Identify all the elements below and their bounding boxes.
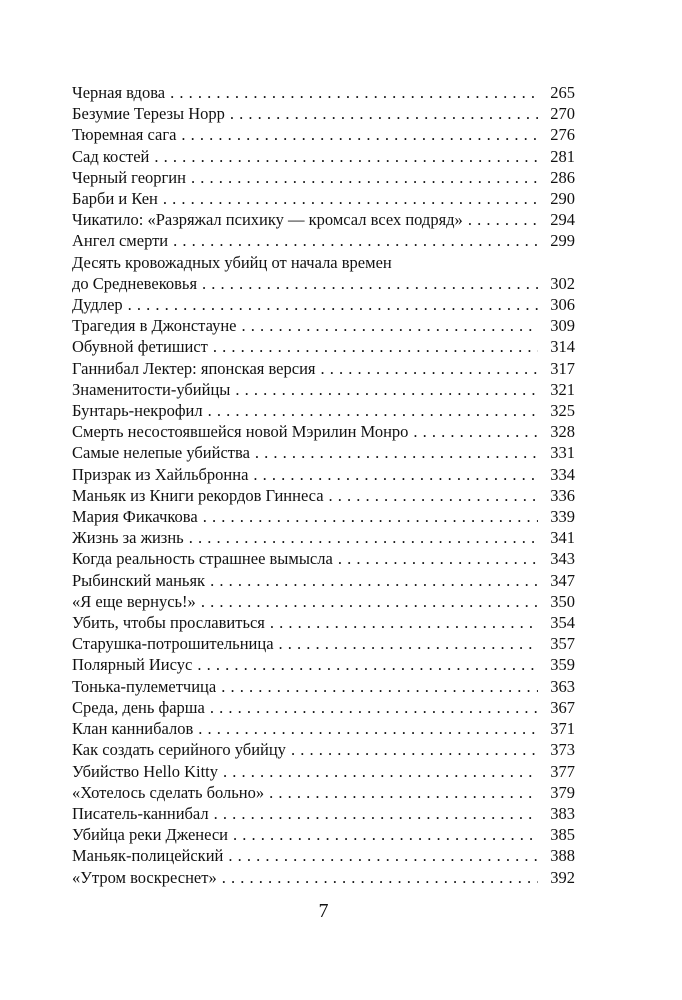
toc-dot-leader bbox=[233, 824, 538, 845]
toc-entry-title: Бунтарь-некрофил bbox=[72, 401, 203, 421]
toc-dot-leader bbox=[197, 654, 538, 675]
toc-entry-page-number: 286 bbox=[550, 167, 575, 187]
toc-dot-leader bbox=[235, 379, 538, 400]
toc-entry bbox=[72, 633, 575, 654]
toc-entry-title: «Хотелось сделать больно» bbox=[72, 782, 265, 802]
toc-entry-page-number: 265 bbox=[550, 83, 575, 102]
toc-dot-leader bbox=[191, 167, 538, 188]
toc-entry bbox=[72, 146, 575, 167]
toc-entry-title: Черный георгин bbox=[72, 167, 186, 187]
toc-entry bbox=[72, 124, 575, 145]
toc-dot-leader bbox=[201, 591, 538, 612]
toc-entry-title: Барби и Кен bbox=[72, 189, 158, 209]
toc-entry-title: Тюремная сага bbox=[72, 125, 177, 145]
toc-entry-title: Среда, день фарша bbox=[72, 697, 205, 717]
toc-dot-leader bbox=[222, 867, 538, 888]
toc-entry-page-number: 392 bbox=[550, 867, 575, 887]
toc-entry-page-number: 302 bbox=[550, 273, 575, 293]
toc-entry bbox=[72, 782, 575, 803]
toc-entry-title: Сад костей bbox=[72, 146, 150, 166]
toc-entry bbox=[72, 803, 575, 824]
toc-dot-leader bbox=[181, 124, 538, 145]
toc-entry-title: Жизнь за жизнь bbox=[72, 528, 184, 548]
toc-entry-page-number: 336 bbox=[550, 485, 575, 505]
toc-entry bbox=[72, 591, 575, 612]
toc-entry-title: Ангел смерти bbox=[72, 231, 169, 251]
toc-entry bbox=[72, 824, 575, 845]
toc-entry bbox=[72, 761, 575, 782]
toc-dot-leader bbox=[468, 209, 538, 230]
toc-entry bbox=[72, 400, 575, 421]
toc-entry-title: Знаменитости-убийцы bbox=[72, 379, 231, 399]
toc-dot-leader bbox=[255, 442, 538, 463]
toc-dot-leader bbox=[279, 633, 538, 654]
toc-entry bbox=[72, 570, 575, 591]
toc-entry bbox=[72, 485, 575, 506]
toc-dot-leader bbox=[154, 146, 538, 167]
toc-dot-leader bbox=[223, 761, 538, 782]
toc-entry-title: Писатель-каннибал bbox=[72, 803, 209, 823]
toc-entry-page-number: 347 bbox=[550, 570, 575, 590]
toc-entry-title: Призрак из Хайльбронна bbox=[72, 464, 249, 484]
toc-dot-leader bbox=[163, 188, 538, 209]
toc-entry bbox=[72, 506, 575, 527]
toc-dot-leader bbox=[228, 845, 538, 866]
toc-entry bbox=[72, 209, 575, 230]
toc-entry-title: Убить, чтобы прославиться bbox=[72, 613, 265, 633]
toc-entry-page-number: 383 bbox=[550, 803, 575, 823]
toc-entry-page-number: 331 bbox=[550, 443, 575, 463]
toc-entry bbox=[72, 697, 575, 718]
toc-entry bbox=[72, 464, 575, 485]
toc-entry-page-number: 377 bbox=[550, 761, 575, 781]
toc-entry-page-number: 350 bbox=[550, 591, 575, 611]
toc-entry bbox=[72, 654, 575, 675]
toc-dot-leader bbox=[321, 358, 539, 379]
toc-entry-page-number: 294 bbox=[550, 210, 575, 230]
toc-entry-page-number: 334 bbox=[550, 464, 575, 484]
toc-entry-page-number: 339 bbox=[550, 507, 575, 527]
toc-entry bbox=[72, 315, 575, 336]
toc-dot-leader bbox=[221, 676, 538, 697]
toc-entry-title: Полярный Иисус bbox=[72, 655, 193, 675]
toc-list bbox=[72, 82, 575, 888]
toc-entry-title: Убийство Hello Kitty bbox=[72, 761, 218, 781]
toc-entry-title: Как создать серийного убийцу bbox=[72, 740, 286, 760]
toc-entry bbox=[72, 845, 575, 866]
toc-entry-title: Тонька-пулеметчица bbox=[72, 676, 217, 696]
toc-entry-page-number: 309 bbox=[550, 316, 575, 336]
toc-entry-page-number: 357 bbox=[550, 634, 575, 654]
toc-entry-title: Смерть несостоявшейся новой Мэрилин Монро bbox=[72, 422, 409, 442]
toc-dot-leader bbox=[253, 464, 538, 485]
toc-entry bbox=[72, 103, 575, 124]
toc-entry-title: Клан каннибалов bbox=[72, 719, 194, 739]
toc-entry-title: Старушка-потрошительница bbox=[72, 634, 274, 654]
toc-entry-title: Обувной фетишист bbox=[72, 337, 208, 357]
toc-entry-title: Черная вдова bbox=[72, 83, 166, 102]
toc-entry-page-number: 363 bbox=[550, 676, 575, 696]
toc-entry-page-number: 306 bbox=[550, 295, 575, 315]
toc-entry-title: Маньяк из Книги рекордов Гиннеса bbox=[72, 485, 324, 505]
toc-entry bbox=[72, 358, 575, 379]
toc-dot-leader bbox=[291, 739, 538, 760]
toc-entry-page-number: 341 bbox=[550, 528, 575, 548]
toc-entry-page-number: 325 bbox=[550, 401, 575, 421]
toc-entry-page-number: 290 bbox=[550, 189, 575, 209]
toc-entry bbox=[72, 188, 575, 209]
toc-entry bbox=[72, 527, 575, 548]
toc-entry-title: Безумие Терезы Норр bbox=[72, 104, 225, 124]
toc-dot-leader bbox=[338, 548, 538, 569]
toc-entry bbox=[72, 294, 575, 315]
toc-dot-leader bbox=[210, 570, 538, 591]
toc-dot-leader bbox=[329, 485, 538, 506]
toc-dot-leader bbox=[413, 421, 538, 442]
toc-dot-leader bbox=[269, 782, 538, 803]
toc-entry-title: «Я еще вернусь!» bbox=[72, 591, 196, 611]
toc-entry-page-number: 270 bbox=[550, 104, 575, 124]
toc-entry bbox=[72, 739, 575, 760]
toc-entry-page-number: 379 bbox=[550, 782, 575, 802]
toc-entry-title: «Утром воскреснет» bbox=[72, 867, 217, 887]
toc-entry bbox=[72, 230, 575, 251]
toc-entry-page-number: 354 bbox=[550, 613, 575, 633]
toc-dot-leader bbox=[173, 230, 538, 251]
toc-entry-title: Дудлер bbox=[72, 295, 123, 315]
toc-dot-leader bbox=[189, 527, 538, 548]
toc-entry bbox=[72, 442, 575, 463]
toc-dot-leader bbox=[230, 103, 538, 124]
toc-entry bbox=[72, 421, 575, 442]
toc-entry-title: Когда реальность страшнее вымысла bbox=[72, 549, 333, 569]
toc-entry-page-number: 276 bbox=[550, 125, 575, 145]
toc-entry-page-number: 328 bbox=[550, 422, 575, 442]
toc-dot-leader bbox=[208, 400, 538, 421]
toc-dot-leader bbox=[170, 82, 538, 103]
toc-entry-title: Убийца реки Дженеси bbox=[72, 825, 229, 845]
toc-entry-title: до Средневековья bbox=[72, 273, 198, 293]
toc-entry bbox=[72, 718, 575, 739]
toc-entry-page-number: 343 bbox=[550, 549, 575, 569]
toc-entry bbox=[72, 867, 575, 888]
toc-entry bbox=[72, 336, 575, 357]
toc-entry-line bbox=[72, 252, 575, 273]
toc-dot-leader bbox=[203, 506, 538, 527]
toc-dot-leader bbox=[213, 336, 538, 357]
toc-entry-title: Ганнибал Лектер: японская версия bbox=[72, 358, 316, 378]
toc-entry-page-number: 359 bbox=[550, 655, 575, 675]
footer-page-number: 7 bbox=[318, 899, 329, 922]
toc-entry bbox=[72, 273, 575, 294]
toc-entry bbox=[72, 167, 575, 188]
toc-entry-title: Самые нелепые убийства bbox=[72, 443, 250, 463]
toc-entry bbox=[72, 82, 575, 103]
toc-entry-title: Маньяк-полицейский bbox=[72, 846, 224, 866]
toc-entry bbox=[72, 379, 575, 400]
toc-entry bbox=[72, 548, 575, 569]
toc-entry-title: Рыбинский маньяк bbox=[72, 570, 206, 590]
toc-entry-title: Десять кровожадных убийц от начала времен bbox=[72, 252, 392, 272]
toc-entry-title: Мария Фикачкова bbox=[72, 507, 198, 527]
toc-dot-leader bbox=[241, 315, 538, 336]
toc-entry-title: Чикатило: «Разряжал психику — кромсал всех подряд» bbox=[72, 210, 463, 230]
toc-entry-page-number: 388 bbox=[550, 846, 575, 866]
toc-entry-title: Трагедия в Джонстауне bbox=[72, 316, 237, 336]
toc-entry bbox=[72, 612, 575, 633]
toc-entry-page-number: 314 bbox=[550, 337, 575, 357]
toc-entry-page-number: 321 bbox=[550, 379, 575, 399]
toc-entry-page-number: 371 bbox=[550, 719, 575, 739]
toc-dot-leader bbox=[202, 273, 538, 294]
toc-dot-leader bbox=[128, 294, 538, 315]
toc-entry-page-number: 385 bbox=[550, 825, 575, 845]
toc-dot-leader bbox=[198, 718, 538, 739]
toc-entry-page-number: 373 bbox=[550, 740, 575, 760]
toc-dot-leader bbox=[270, 612, 538, 633]
toc-entry-page-number: 281 bbox=[550, 146, 575, 166]
toc-entry-page-number: 367 bbox=[550, 697, 575, 717]
toc-entry bbox=[72, 676, 575, 697]
toc-entry-page-number: 317 bbox=[550, 358, 575, 378]
toc-entry-page-number: 299 bbox=[550, 231, 575, 251]
toc-dot-leader bbox=[214, 803, 538, 824]
toc-dot-leader bbox=[210, 697, 538, 718]
